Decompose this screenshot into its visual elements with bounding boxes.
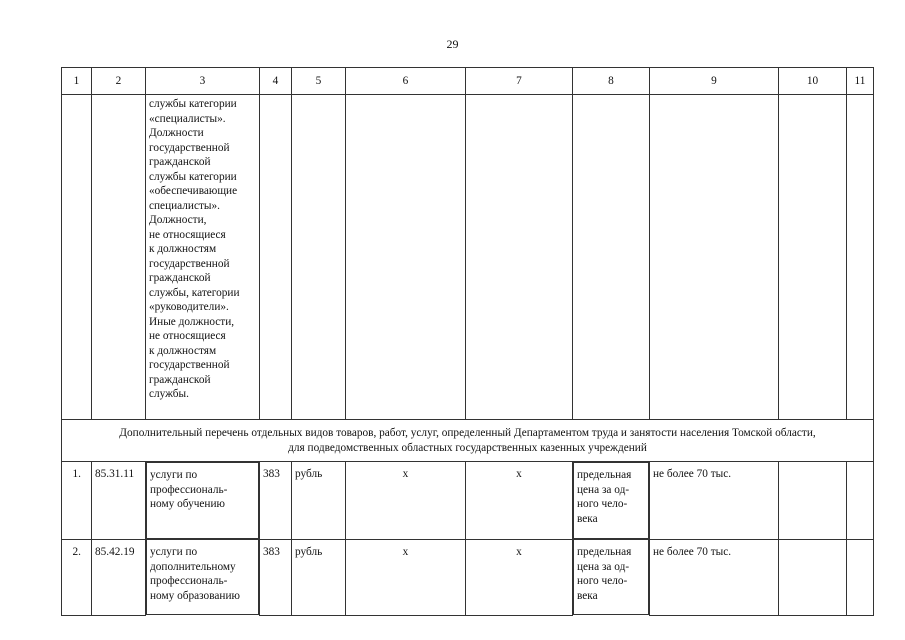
empty-cell (650, 95, 779, 420)
characteristic: предельная цена за од- ного чело- века (573, 462, 649, 539)
empty-cell (779, 462, 847, 540)
characteristic: предельная цена за од- ного чело- века (573, 539, 649, 615)
empty-cell (62, 95, 92, 420)
header-row (62, 68, 874, 95)
header-cell: 2 (92, 68, 146, 95)
header-cell: 5 (292, 68, 346, 95)
section-row (62, 420, 874, 462)
empty-cell (847, 462, 874, 540)
row-number: 1. (62, 462, 92, 540)
header-cell: 8 (573, 68, 650, 95)
header-cell: 4 (260, 68, 292, 95)
col6-value: х (346, 539, 466, 615)
col6-value: х (346, 462, 466, 540)
characteristic-value: не более 70 тыс. (650, 539, 779, 615)
table-row (62, 462, 874, 540)
empty-cell (92, 95, 146, 420)
section-title-line: Дополнительный перечень отдельных видов товаров, работ, услуг, определенный Департаментом труда и занятости населения Томской области, (119, 426, 816, 439)
section-title-line: для подведомственных областных государственных казенных учреждений (288, 441, 647, 454)
header-cell: 11 (847, 68, 874, 95)
okpd-code: 85.42.19 (92, 539, 146, 615)
continuation-row (62, 95, 874, 420)
table-row (62, 539, 874, 615)
okpd-code: 85.31.11 (92, 462, 146, 540)
empty-cell (779, 95, 847, 420)
okei-code: 383 (260, 539, 292, 615)
unit-name: рубль (292, 462, 346, 540)
empty-cell (779, 539, 847, 615)
header-cell: 1 (62, 68, 92, 95)
empty-cell (847, 539, 874, 615)
header-cell: 7 (466, 68, 573, 95)
row-number: 2. (62, 539, 92, 615)
empty-cell (346, 95, 466, 420)
item-name: услуги по дополнительному профессиональ- ному образованию (146, 539, 259, 615)
header-cell: 3 (146, 68, 260, 95)
empty-cell (292, 95, 346, 420)
item-name: услуги по профессиональ- ному обучению (146, 462, 259, 539)
empty-cell (466, 95, 573, 420)
positions-text: службы категории «специалисты». Должности государственной гражданской службы категории «обеспечивающие специалисты». Должности, не относящиеся к должностям государственной гражданской службы, категории «руководители». Иные должности, не относящиеся к должностям государственной гражданской службы. (146, 95, 260, 420)
empty-cell (260, 95, 292, 420)
header-cell: 9 (650, 68, 779, 95)
col7-value: х (466, 539, 573, 615)
col7-value: х (466, 462, 573, 540)
section-title (62, 420, 874, 462)
page-number: 29 (446, 37, 459, 51)
header-cell: 6 (346, 68, 466, 95)
empty-cell (847, 95, 874, 420)
characteristic-value: не более 70 тыс. (650, 462, 779, 540)
empty-cell (573, 95, 650, 420)
header-cell: 10 (779, 68, 847, 95)
unit-name: рубль (292, 539, 346, 615)
goods-services-table (61, 67, 874, 616)
okei-code: 383 (260, 462, 292, 540)
